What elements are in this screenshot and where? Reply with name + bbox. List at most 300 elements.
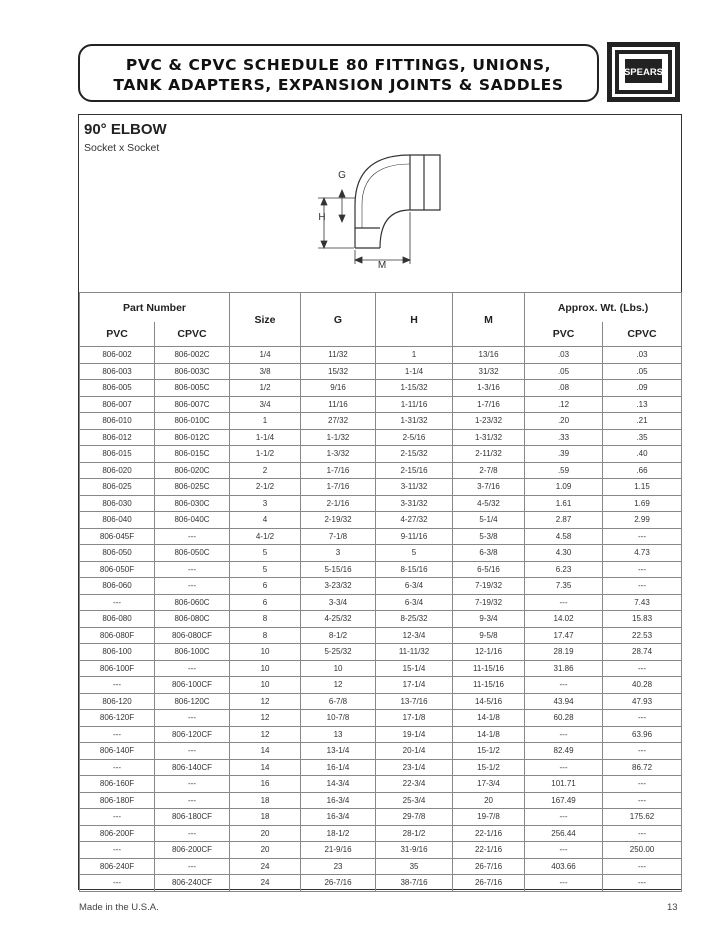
- cell-m: 22-1/16: [453, 842, 525, 859]
- cell-pvc-part: 806-200F: [80, 825, 155, 842]
- cell-cpvc-part: 806-012C: [155, 429, 230, 446]
- header-pvc: PVC: [80, 322, 155, 347]
- cell-h: 2-5/16: [376, 429, 453, 446]
- cell-g: 4-25/32: [301, 611, 376, 628]
- dimension-label-m: M: [377, 260, 387, 271]
- cell-cpvc-part: 806-140CF: [155, 759, 230, 776]
- cell-g: 1-7/16: [301, 479, 376, 496]
- table-row: [80, 396, 682, 413]
- cell-m: 11-15/16: [453, 660, 525, 677]
- cell-pvc-part: 806-060: [80, 578, 155, 595]
- cell-g: 10-7/8: [301, 710, 376, 727]
- cell-weight-cpvc: 28.74: [603, 644, 682, 661]
- cell-g: 9/16: [301, 380, 376, 397]
- cell-weight-cpvc: ---: [603, 710, 682, 727]
- cell-weight-cpvc: 22.53: [603, 627, 682, 644]
- cell-weight-cpvc: ---: [603, 792, 682, 809]
- cell-h: 22-3/4: [376, 776, 453, 793]
- table-row: [80, 710, 682, 727]
- cell-weight-cpvc: .03: [603, 347, 682, 364]
- cell-m: 7-19/32: [453, 594, 525, 611]
- cell-m: 2-7/8: [453, 462, 525, 479]
- cell-cpvc-part: 806-007C: [155, 396, 230, 413]
- cell-h: 17-1/8: [376, 710, 453, 727]
- cell-h: 31-9/16: [376, 842, 453, 859]
- cell-size: 1/2: [230, 380, 301, 397]
- table-row: [80, 495, 682, 512]
- cell-g: 5-15/16: [301, 561, 376, 578]
- cell-size: 12: [230, 726, 301, 743]
- cell-weight-cpvc: 175.62: [603, 809, 682, 826]
- table-row: [80, 644, 682, 661]
- cell-g: 27/32: [301, 413, 376, 430]
- cell-size: 20: [230, 842, 301, 859]
- table-row: [80, 776, 682, 793]
- cell-pvc-part: 806-120F: [80, 710, 155, 727]
- cell-g: 15/32: [301, 363, 376, 380]
- cell-pvc-part: ---: [80, 842, 155, 859]
- cell-m: 15-1/2: [453, 743, 525, 760]
- cell-h: 28-1/2: [376, 825, 453, 842]
- table-row: [80, 726, 682, 743]
- cell-m: 1-7/16: [453, 396, 525, 413]
- cell-g: 16-3/4: [301, 809, 376, 826]
- cell-g: 13: [301, 726, 376, 743]
- cell-pvc-part: 806-045F: [80, 528, 155, 545]
- cell-h: 1-31/32: [376, 413, 453, 430]
- table-row: [80, 462, 682, 479]
- cell-cpvc-part: 806-050C: [155, 545, 230, 562]
- cell-h: 3-11/32: [376, 479, 453, 496]
- cell-weight-pvc: 167.49: [525, 792, 603, 809]
- table-row: [80, 842, 682, 859]
- cell-weight-pvc: ---: [525, 594, 603, 611]
- cell-g: 12: [301, 677, 376, 694]
- table-row: [80, 528, 682, 545]
- cell-weight-pvc: 2.87: [525, 512, 603, 529]
- cell-weight-pvc: 403.66: [525, 858, 603, 875]
- cell-cpvc-part: ---: [155, 776, 230, 793]
- table-row: [80, 512, 682, 529]
- cell-pvc-part: 806-080: [80, 611, 155, 628]
- cell-weight-cpvc: 40.28: [603, 677, 682, 694]
- cell-weight-cpvc: ---: [603, 578, 682, 595]
- cell-cpvc-part: 806-120CF: [155, 726, 230, 743]
- cell-size: 1: [230, 413, 301, 430]
- made-in-usa: Made in the U.S.A.: [79, 902, 159, 913]
- table-row: [80, 479, 682, 496]
- cell-h: 15-1/4: [376, 660, 453, 677]
- cell-pvc-part: 806-050F: [80, 561, 155, 578]
- specification-table: [79, 292, 682, 892]
- dimension-label-g: G: [338, 170, 346, 181]
- cell-g: 7-1/8: [301, 528, 376, 545]
- header-size: Size: [230, 293, 301, 347]
- cell-m: 11-15/16: [453, 677, 525, 694]
- section-title: 90° ELBOW: [84, 121, 167, 138]
- cell-h: 12-3/4: [376, 627, 453, 644]
- cell-weight-pvc: .59: [525, 462, 603, 479]
- cell-pvc-part: 806-100F: [80, 660, 155, 677]
- cell-g: 1-3/32: [301, 446, 376, 463]
- cell-pvc-part: 806-020: [80, 462, 155, 479]
- cell-weight-cpvc: ---: [603, 825, 682, 842]
- cell-g: 3: [301, 545, 376, 562]
- cell-weight-pvc: .03: [525, 347, 603, 364]
- table-row: [80, 809, 682, 826]
- cell-g: 18-1/2: [301, 825, 376, 842]
- cell-weight-cpvc: 63.96: [603, 726, 682, 743]
- cell-weight-cpvc: ---: [603, 776, 682, 793]
- cell-g: 3-23/32: [301, 578, 376, 595]
- cell-g: 16-1/4: [301, 759, 376, 776]
- cell-g: 10: [301, 660, 376, 677]
- table-row: [80, 875, 682, 892]
- cell-size: 5: [230, 545, 301, 562]
- cell-weight-pvc: .33: [525, 429, 603, 446]
- cell-m: 31/32: [453, 363, 525, 380]
- cell-size: 1/4: [230, 347, 301, 364]
- cell-pvc-part: 806-080F: [80, 627, 155, 644]
- cell-pvc-part: 806-007: [80, 396, 155, 413]
- cell-m: 12-1/16: [453, 644, 525, 661]
- cell-h: 2-15/16: [376, 462, 453, 479]
- cell-g: 3-3/4: [301, 594, 376, 611]
- cell-m: 4-5/32: [453, 495, 525, 512]
- cell-size: 12: [230, 693, 301, 710]
- cell-size: 14: [230, 759, 301, 776]
- logo-text: SPEARS: [623, 67, 664, 78]
- cell-size: 14: [230, 743, 301, 760]
- cell-h: 35: [376, 858, 453, 875]
- cell-pvc-part: 806-002: [80, 347, 155, 364]
- cell-pvc-part: 806-050: [80, 545, 155, 562]
- cell-g: 1-1/32: [301, 429, 376, 446]
- cell-cpvc-part: ---: [155, 578, 230, 595]
- cell-h: 1-15/32: [376, 380, 453, 397]
- cell-pvc-part: 806-012: [80, 429, 155, 446]
- cell-cpvc-part: 806-080CF: [155, 627, 230, 644]
- cell-cpvc-part: ---: [155, 825, 230, 842]
- cell-m: 6-3/8: [453, 545, 525, 562]
- cell-g: 16-3/4: [301, 792, 376, 809]
- cell-g: 5-25/32: [301, 644, 376, 661]
- cell-weight-pvc: ---: [525, 809, 603, 826]
- header-g: G: [301, 293, 376, 347]
- cell-size: 18: [230, 792, 301, 809]
- cell-cpvc-part: 806-003C: [155, 363, 230, 380]
- cell-weight-cpvc: ---: [603, 875, 682, 892]
- table-row: [80, 759, 682, 776]
- cell-m: 3-7/16: [453, 479, 525, 496]
- spears-logo: [606, 41, 681, 103]
- cell-size: 6: [230, 578, 301, 595]
- cell-g: 11/16: [301, 396, 376, 413]
- cell-size: 16: [230, 776, 301, 793]
- table-row: [80, 594, 682, 611]
- header-m: M: [453, 293, 525, 347]
- cell-pvc-part: 806-240F: [80, 858, 155, 875]
- cell-pvc-part: ---: [80, 809, 155, 826]
- cell-weight-pvc: 28.19: [525, 644, 603, 661]
- cell-weight-cpvc: ---: [603, 743, 682, 760]
- cell-g: 11/32: [301, 347, 376, 364]
- header-weight-cpvc: CPVC: [603, 322, 682, 347]
- cell-size: 4: [230, 512, 301, 529]
- cell-m: 26-7/16: [453, 875, 525, 892]
- cell-m: 1-31/32: [453, 429, 525, 446]
- cell-cpvc-part: ---: [155, 710, 230, 727]
- cell-m: 20: [453, 792, 525, 809]
- cell-size: 18: [230, 809, 301, 826]
- cell-pvc-part: 806-160F: [80, 776, 155, 793]
- cell-h: 2-15/32: [376, 446, 453, 463]
- cell-size: 1-1/2: [230, 446, 301, 463]
- cell-pvc-part: 806-003: [80, 363, 155, 380]
- cell-size: 5: [230, 561, 301, 578]
- cell-pvc-part: 806-025: [80, 479, 155, 496]
- cell-h: 1-11/16: [376, 396, 453, 413]
- cell-weight-pvc: 60.28: [525, 710, 603, 727]
- cell-weight-pvc: .39: [525, 446, 603, 463]
- cell-weight-cpvc: 1.69: [603, 495, 682, 512]
- cell-size: 10: [230, 660, 301, 677]
- cell-weight-pvc: 43.94: [525, 693, 603, 710]
- cell-m: 22-1/16: [453, 825, 525, 842]
- cell-cpvc-part: 806-120C: [155, 693, 230, 710]
- cell-size: 24: [230, 858, 301, 875]
- cell-pvc-part: 806-040: [80, 512, 155, 529]
- cell-size: 1-1/4: [230, 429, 301, 446]
- table-row: [80, 545, 682, 562]
- cell-h: 1-1/4: [376, 363, 453, 380]
- cell-weight-cpvc: 1.15: [603, 479, 682, 496]
- cell-weight-pvc: .05: [525, 363, 603, 380]
- cell-cpvc-part: 806-020C: [155, 462, 230, 479]
- cell-m: 17-3/4: [453, 776, 525, 793]
- table-row: [80, 743, 682, 760]
- cell-weight-pvc: ---: [525, 726, 603, 743]
- cell-m: 14-1/8: [453, 710, 525, 727]
- cell-size: 8: [230, 627, 301, 644]
- cell-g: 23: [301, 858, 376, 875]
- cell-cpvc-part: ---: [155, 743, 230, 760]
- cell-weight-pvc: .08: [525, 380, 603, 397]
- cell-weight-cpvc: .09: [603, 380, 682, 397]
- cell-pvc-part: ---: [80, 677, 155, 694]
- cell-cpvc-part: ---: [155, 792, 230, 809]
- cell-h: 5: [376, 545, 453, 562]
- cell-cpvc-part: 806-180CF: [155, 809, 230, 826]
- table-row: [80, 429, 682, 446]
- table-row: [80, 578, 682, 595]
- cell-h: 4-27/32: [376, 512, 453, 529]
- cell-weight-pvc: 6.23: [525, 561, 603, 578]
- cell-weight-cpvc: .05: [603, 363, 682, 380]
- cell-weight-cpvc: .21: [603, 413, 682, 430]
- cell-pvc-part: 806-140F: [80, 743, 155, 760]
- cell-m: 14-5/16: [453, 693, 525, 710]
- cell-h: 38-7/16: [376, 875, 453, 892]
- cell-g: 26-7/16: [301, 875, 376, 892]
- cell-m: 5-1/4: [453, 512, 525, 529]
- cell-pvc-part: 806-030: [80, 495, 155, 512]
- cell-weight-pvc: 4.58: [525, 528, 603, 545]
- cell-cpvc-part: 806-010C: [155, 413, 230, 430]
- cell-cpvc-part: 806-040C: [155, 512, 230, 529]
- cell-weight-cpvc: 250.00: [603, 842, 682, 859]
- cell-h: 25-3/4: [376, 792, 453, 809]
- cell-weight-cpvc: 86.72: [603, 759, 682, 776]
- cell-cpvc-part: 806-015C: [155, 446, 230, 463]
- cell-pvc-part: 806-010: [80, 413, 155, 430]
- cell-h: 11-11/32: [376, 644, 453, 661]
- table-row: [80, 413, 682, 430]
- cell-weight-pvc: ---: [525, 842, 603, 859]
- cell-h: 8-25/32: [376, 611, 453, 628]
- cell-weight-pvc: 1.09: [525, 479, 603, 496]
- cell-weight-cpvc: .66: [603, 462, 682, 479]
- cell-cpvc-part: 806-025C: [155, 479, 230, 496]
- cell-size: 3/4: [230, 396, 301, 413]
- cell-weight-pvc: 31.86: [525, 660, 603, 677]
- cell-size: 24: [230, 875, 301, 892]
- cell-cpvc-part: 806-002C: [155, 347, 230, 364]
- cell-cpvc-part: 806-200CF: [155, 842, 230, 859]
- cell-m: 1-23/32: [453, 413, 525, 430]
- table-row: [80, 792, 682, 809]
- cell-h: 17-1/4: [376, 677, 453, 694]
- cell-cpvc-part: 806-060C: [155, 594, 230, 611]
- cell-h: 13-7/16: [376, 693, 453, 710]
- table-row: [80, 627, 682, 644]
- cell-g: 8-1/2: [301, 627, 376, 644]
- cell-size: 20: [230, 825, 301, 842]
- table-body: [80, 347, 682, 892]
- cell-weight-cpvc: .13: [603, 396, 682, 413]
- cell-h: 29-7/8: [376, 809, 453, 826]
- cell-size: 2-1/2: [230, 479, 301, 496]
- cell-size: 10: [230, 677, 301, 694]
- cell-weight-cpvc: ---: [603, 528, 682, 545]
- cell-h: 23-1/4: [376, 759, 453, 776]
- cell-weight-cpvc: ---: [603, 660, 682, 677]
- table-row: [80, 611, 682, 628]
- cell-pvc-part: ---: [80, 594, 155, 611]
- cell-size: 10: [230, 644, 301, 661]
- cell-weight-pvc: 82.49: [525, 743, 603, 760]
- cell-m: 14-1/8: [453, 726, 525, 743]
- cell-cpvc-part: ---: [155, 528, 230, 545]
- table-row: [80, 693, 682, 710]
- cell-weight-pvc: 17.47: [525, 627, 603, 644]
- cell-cpvc-part: ---: [155, 660, 230, 677]
- header-cpvc: CPVC: [155, 322, 230, 347]
- cell-h: 8-15/16: [376, 561, 453, 578]
- dimension-label-h: H: [318, 212, 326, 223]
- cell-weight-pvc: ---: [525, 677, 603, 694]
- cell-size: 12: [230, 710, 301, 727]
- cell-size: 6: [230, 594, 301, 611]
- cell-h: 19-1/4: [376, 726, 453, 743]
- cell-m: 6-5/16: [453, 561, 525, 578]
- cell-weight-cpvc: .35: [603, 429, 682, 446]
- cell-size: 3: [230, 495, 301, 512]
- cell-weight-pvc: 7.35: [525, 578, 603, 595]
- cell-h: 9-11/16: [376, 528, 453, 545]
- cell-weight-cpvc: 15.83: [603, 611, 682, 628]
- cell-m: 9-5/8: [453, 627, 525, 644]
- cell-h: 6-3/4: [376, 578, 453, 595]
- cell-cpvc-part: ---: [155, 858, 230, 875]
- cell-pvc-part: ---: [80, 759, 155, 776]
- cell-cpvc-part: 806-100CF: [155, 677, 230, 694]
- cell-cpvc-part: ---: [155, 561, 230, 578]
- title-banner: [78, 44, 599, 102]
- cell-m: 1-3/16: [453, 380, 525, 397]
- header-weight-pvc: PVC: [525, 322, 603, 347]
- cell-weight-cpvc: 7.43: [603, 594, 682, 611]
- table-row: [80, 677, 682, 694]
- cell-m: 2-11/32: [453, 446, 525, 463]
- cell-weight-pvc: .20: [525, 413, 603, 430]
- cell-weight-pvc: 1.61: [525, 495, 603, 512]
- cell-weight-pvc: 101.71: [525, 776, 603, 793]
- cell-weight-cpvc: ---: [603, 561, 682, 578]
- cell-h: 1: [376, 347, 453, 364]
- cell-weight-pvc: 4.30: [525, 545, 603, 562]
- cell-g: 13-1/4: [301, 743, 376, 760]
- cell-size: 2: [230, 462, 301, 479]
- header-h: H: [376, 293, 453, 347]
- cell-m: 19-7/8: [453, 809, 525, 826]
- table-row: [80, 347, 682, 364]
- cell-pvc-part: 806-120: [80, 693, 155, 710]
- cell-pvc-part: 806-180F: [80, 792, 155, 809]
- cell-weight-pvc: 256.44: [525, 825, 603, 842]
- cell-cpvc-part: 806-240CF: [155, 875, 230, 892]
- cell-size: 8: [230, 611, 301, 628]
- cell-weight-cpvc: 2.99: [603, 512, 682, 529]
- cell-weight-cpvc: .40: [603, 446, 682, 463]
- cell-cpvc-part: 806-005C: [155, 380, 230, 397]
- cell-pvc-part: 806-005: [80, 380, 155, 397]
- cell-g: 1-7/16: [301, 462, 376, 479]
- page-number: 13: [667, 902, 678, 913]
- cell-weight-pvc: ---: [525, 759, 603, 776]
- cell-weight-pvc: 14.02: [525, 611, 603, 628]
- cell-weight-cpvc: 47.93: [603, 693, 682, 710]
- cell-weight-pvc: ---: [525, 875, 603, 892]
- table-row: [80, 660, 682, 677]
- cell-weight-pvc: .12: [525, 396, 603, 413]
- cell-g: 2-19/32: [301, 512, 376, 529]
- cell-size: 4-1/2: [230, 528, 301, 545]
- cell-m: 15-1/2: [453, 759, 525, 776]
- table-row: [80, 380, 682, 397]
- cell-g: 21-9/16: [301, 842, 376, 859]
- cell-h: 6-3/4: [376, 594, 453, 611]
- cell-weight-cpvc: ---: [603, 858, 682, 875]
- cell-weight-cpvc: 4.73: [603, 545, 682, 562]
- cell-h: 20-1/4: [376, 743, 453, 760]
- header-approx-weight: Approx. Wt. (Lbs.): [525, 293, 682, 323]
- section-subtitle: Socket x Socket: [84, 142, 160, 154]
- cell-m: 9-3/4: [453, 611, 525, 628]
- cell-pvc-part: ---: [80, 726, 155, 743]
- cell-m: 5-3/8: [453, 528, 525, 545]
- elbow-diagram: [300, 150, 450, 272]
